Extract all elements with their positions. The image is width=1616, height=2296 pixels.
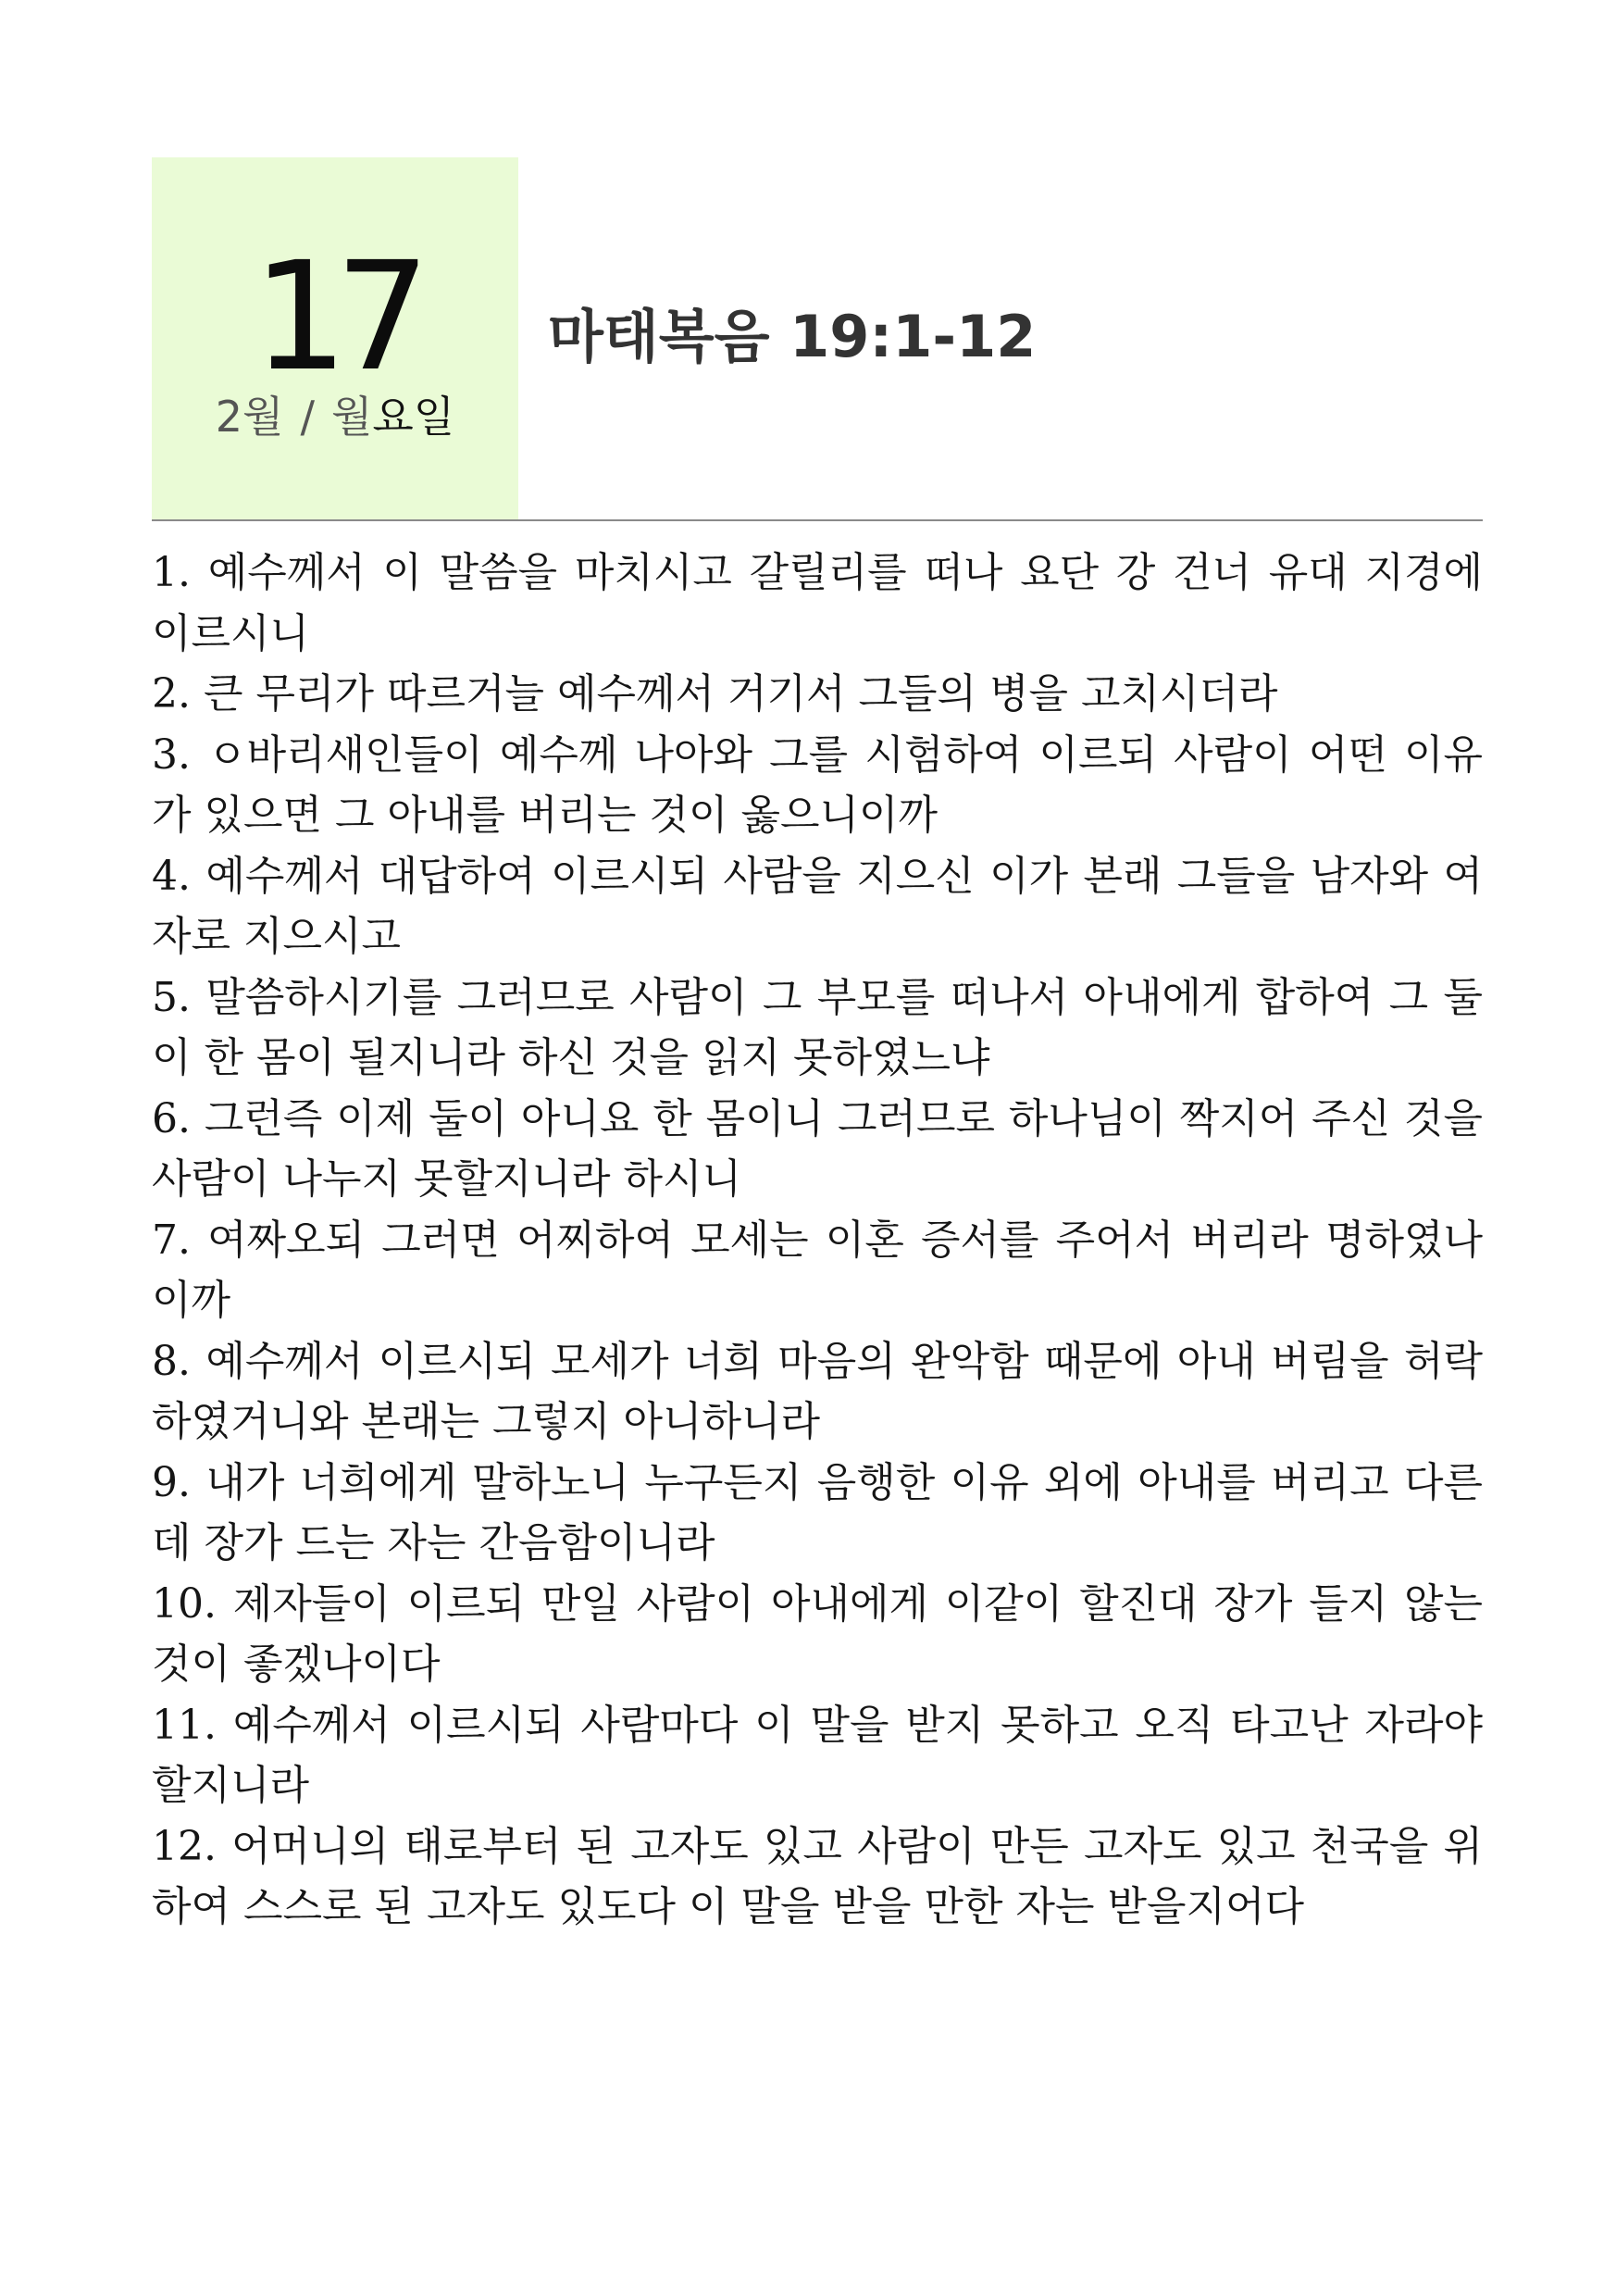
day-number: 17 [252,231,418,405]
passage-title: 마태복음 19:1-12 [548,303,1037,370]
verse-8: 8. 예수께서 이르시되 모세가 너희 마음의 완악함 때문에 아내 버림을 허락하였거니와 본래는 그렇지 아니하니라 [152,1337,1483,1445]
verse-10: 10. 제자들이 이르되 만일 사람이 아내에게 이같이 할진대 장가 들지 않는 것이 좋겠나이다 [152,1579,1483,1688]
date-separator: / [300,392,315,442]
title-divider [152,519,1483,521]
verse-6: 6. 그런즉 이제 둘이 아니요 한 몸이니 그러므로 하나님이 짝지어 주신 것을 사람이 나누지 못할지니라 하시니 [152,1094,1483,1203]
verse-4: 4. 예수께서 대답하여 이르시되 사람을 지으신 이가 본래 그들을 남자와 여자로 지으시고 [152,852,1483,960]
verse-12: 12. 어머니의 태로부터 된 고자도 있고 사람이 만든 고자도 있고 천국을 위하여 스스로 된 고자도 있도다 이 말을 받을 만한 자는 받을지어다 [152,1822,1483,1930]
verse-7: 7. 여짜오되 그러면 어찌하여 모세는 이혼 증서를 주어서 버리라 명하였나이까 [152,1216,1483,1324]
date-subtitle [152,391,518,443]
weekday-suffix: 요일 [372,392,455,442]
verse-2: 2. 큰 무리가 따르거늘 예수께서 거기서 그들의 병을 고치시더라 [152,670,1278,718]
verse-3: 3. ㅇ바리새인들이 예수께 나아와 그를 시험하여 이르되 사람이 어떤 이유가 있으면 그 아내를 버리는 것이 옳으니이까 [152,730,1483,839]
date-box [152,157,518,520]
verse-11: 11. 예수께서 이르시되 사람마다 이 말을 받지 못하고 오직 타고난 자라야 할지니라 [152,1701,1483,1809]
verse-9: 9. 내가 너희에게 말하노니 누구든지 음행한 이유 외에 아내를 버리고 다른 데 장가 드는 자는 간음함이니라 [152,1458,1483,1566]
verse-5: 5. 말씀하시기를 그러므로 사람이 그 부모를 떠나서 아내에게 합하여 그 둘이 한 몸이 될지니라 하신 것을 읽지 못하였느냐 [152,973,1483,1081]
month-label: 2월 [215,392,284,442]
verse-list [152,543,1483,1938]
weekday-prefix: 월 [330,392,373,442]
verse-1: 1. 예수께서 이 말씀을 마치시고 갈릴리를 떠나 요단 강 건너 유대 지경에 이르시니 [152,549,1483,657]
